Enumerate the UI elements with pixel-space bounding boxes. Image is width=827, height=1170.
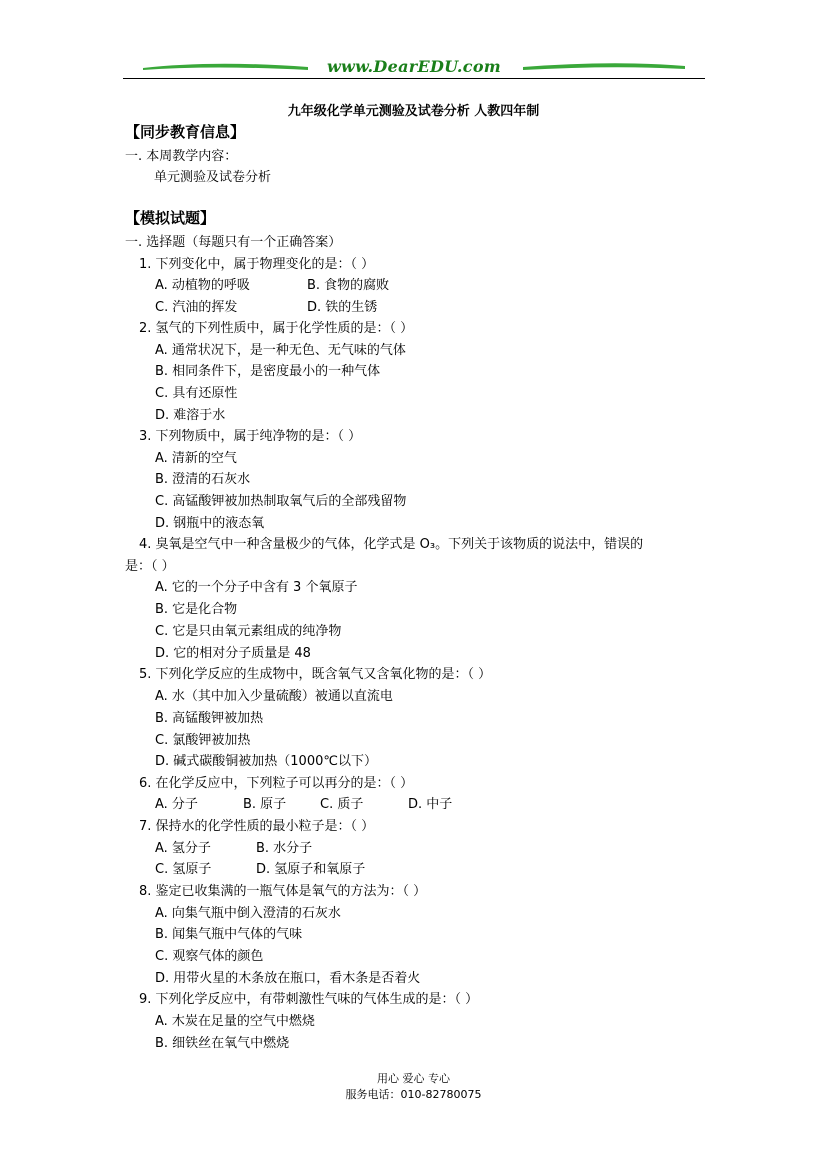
list-item: 一. 本周教学内容： [125,149,238,164]
question-option: D. 中子 [408,797,453,812]
question-option: A. 向集气瓶中倒入澄清的石灰水 [155,906,341,921]
question-option: A. 分子 [155,797,198,812]
question-stem: 8. 鉴定已收集满的一瓶气体是氧气的方法为：（ ） [139,884,427,899]
question-option: C. 它是只由氧元素组成的纯净物 [155,624,342,639]
site-logo-text: www.DearEDU.com [326,57,502,76]
list-item-content: 单元测验及试卷分析 [154,170,272,185]
question-option: A. 水（其中加入少量硫酸）被通以直流电 [155,689,393,704]
question-option: D. 它的相对分子质量是 48 [155,646,311,661]
question-option: D. 用带火星的木条放在瓶口，看木条是否着火 [155,971,421,986]
part-heading: 一. 选择题（每题只有一个正确答案） [125,235,342,250]
question-option: B. 澄清的石灰水 [155,472,251,487]
footer-phone: 服务电话：010-82780075 [345,1088,482,1101]
question-option: D. 铁的生锈 [307,300,378,315]
question-option: D. 碱式碳酸铜被加热（1000℃以下） [155,754,377,769]
question-option: B. 高锰酸钾被加热 [155,711,264,726]
question-option: C. 高锰酸钾被加热制取氧气后的全部残留物 [155,494,407,509]
question-option: C. 氯酸钾被加热 [155,733,251,748]
question-option: B. 闻集气瓶中气体的气味 [155,927,303,942]
question-stem: 5. 下列化学反应的生成物中，既含氧气又含氧化物的是：（ ） [139,667,492,682]
section-heading-info: 【同步教育信息】 [125,123,246,141]
question-stem-continued: 是：（ ） [125,559,175,574]
question-option: C. 氢原子 [155,862,212,877]
question-stem: 6. 在化学反应中，下列粒子可以再分的是：（ ） [139,776,414,791]
question-option: B. 食物的腐败 [307,278,390,293]
question-option: D. 钢瓶中的液态氧 [155,516,265,531]
question-option: A. 木炭在足量的空气中燃烧 [155,1014,315,1029]
question-stem: 7. 保持水的化学性质的最小粒子是：（ ） [139,819,375,834]
question-option: A. 通常状况下，是一种无色、无气味的气体 [155,343,406,358]
question-stem: 1. 下列变化中，属于物理变化的是：（ ） [139,257,375,272]
question-option: C. 汽油的挥发 [155,300,238,315]
question-option: A. 清新的空气 [155,451,237,466]
question-stem: 3. 下列物质中，属于纯净物的是：（ ） [139,429,362,444]
question-option: A. 它的一个分子中含有 3 个氧原子 [155,580,358,595]
header-rule [123,78,705,79]
question-option: B. 水分子 [256,841,313,856]
question-stem: 9. 下列化学反应中，有带刺激性气味的气体生成的是：（ ） [139,992,479,1007]
page-title: 九年级化学单元测验及试卷分析 人教四年制 [287,104,540,119]
question-option: C. 质子 [320,797,364,812]
question-stem: 4. 臭氧是空气中一种含量极少的气体，化学式是 O₃。下列关于该物质的说法中，错误的 [139,537,644,552]
question-option: D. 难溶于水 [155,408,226,423]
question-option: B. 原子 [243,797,287,812]
question-option: B. 它是化合物 [155,602,238,617]
question-option: B. 细铁丝在氧气中燃烧 [155,1036,290,1051]
question-option: C. 具有还原性 [155,386,238,401]
footer-motto: 用心 爱心 专心 [377,1072,450,1085]
header-banner [123,56,705,80]
question-option: A. 动植物的呼吸 [155,278,250,293]
question-option: B. 相同条件下，是密度最小的一种气体 [155,364,381,379]
section-heading-exercises: 【模拟试题】 [125,209,216,227]
question-option: C. 观察气体的颜色 [155,949,264,964]
question-option: A. 氢分子 [155,841,211,856]
question-option: D. 氢原子和氧原子 [256,862,366,877]
question-stem: 2. 氢气的下列性质中，属于化学性质的是：（ ） [139,321,414,336]
